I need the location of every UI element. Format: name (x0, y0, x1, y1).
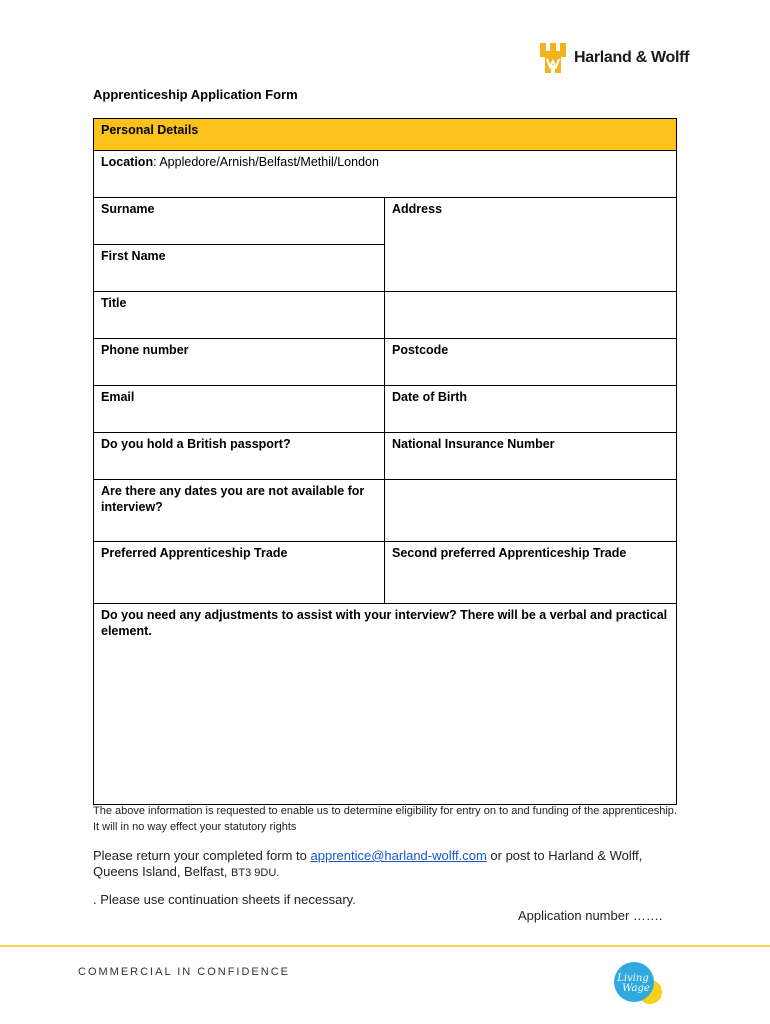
email-field[interactable]: Email (94, 386, 385, 433)
location-label: Location (101, 155, 154, 169)
return-instructions (93, 848, 683, 881)
phone-field[interactable]: Phone number (94, 339, 385, 386)
footer-divider (0, 945, 770, 947)
confidentiality-label: COMMERCIAL IN CONFIDENCE (78, 966, 290, 978)
passport-field[interactable]: Do you hold a British passport? (94, 433, 385, 480)
address-continuation-field[interactable] (385, 292, 677, 339)
dob-field[interactable]: Date of Birth (385, 386, 677, 433)
email-link[interactable]: apprentice@harland-wolff.com (310, 848, 487, 863)
harland-wolff-logo-icon (538, 41, 568, 75)
second-trade-field[interactable]: Second preferred Apprenticeship Trade (385, 542, 677, 604)
page-title: Apprenticeship Application Form (93, 87, 298, 102)
surname-field[interactable]: Surname (94, 198, 385, 245)
badge-text-wage: Wage (622, 983, 650, 994)
ni-number-field[interactable]: National Insurance Number (385, 433, 677, 480)
address-field[interactable]: Address (385, 198, 677, 292)
application-form-table (93, 118, 677, 805)
application-number: Application number ……. (518, 908, 663, 923)
first-name-field[interactable]: First Name (94, 245, 385, 292)
eligibility-note: The above information is requested to enable us to determine eligibility for entry on to and funding of the apprenticeship. It will in no way effect your statutory rights (93, 805, 677, 833)
company-logo (538, 40, 698, 76)
title-field[interactable]: Title (94, 292, 385, 339)
return-suffix: or post to Harland & Wolff, Queens Island, Belfast, (93, 848, 643, 879)
return-postcode: BT3 9DU. (231, 867, 280, 879)
badge-text-living: Living (617, 973, 649, 984)
preferred-trade-field[interactable]: Preferred Apprenticeship Trade (94, 542, 385, 604)
unavailable-dates-answer-field[interactable] (385, 480, 677, 542)
return-prefix: Please return your completed form to (93, 848, 311, 863)
unavailable-dates-field[interactable]: Are there any dates you are not available for interview? (94, 480, 385, 542)
continuation-note: . Please use continuation sheets if necessary. (93, 892, 356, 907)
living-wage-badge-icon (606, 958, 670, 1010)
company-name: Harland & Wolff (574, 49, 690, 66)
section-header-personal-details: Personal Details (94, 119, 677, 151)
postcode-field[interactable]: Postcode (385, 339, 677, 386)
adjustments-field[interactable]: Do you need any adjustments to assist with your interview? There will be a verbal and practical element. (94, 604, 677, 805)
location-options: : Appledore/Arnish/Belfast/Methil/London (153, 155, 379, 169)
location-field[interactable] (94, 151, 677, 198)
